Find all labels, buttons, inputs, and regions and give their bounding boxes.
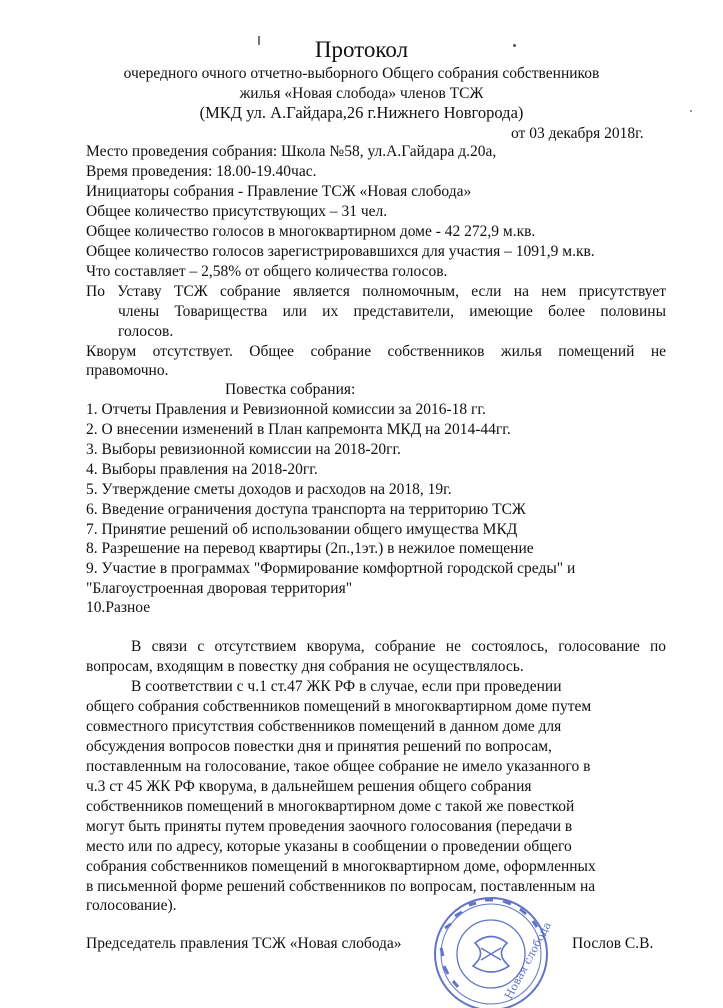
charter-line-2: члены Товарищества или их представители, имеющие более половины <box>118 303 666 320</box>
paragraph-2-line: совместного присутствия собственников помещений в данном доме для <box>86 718 562 735</box>
agenda-item: 5. Утверждение сметы доходов и расходов на 2018, 19г. <box>86 481 452 498</box>
paragraph-2-line: В соответствии с ч.1 ст.47 ЖК РФ в случае, если при проведении <box>131 678 562 695</box>
paragraph-2-line: в письменной форме решений собственников по вопросам, поставленным на <box>86 878 596 895</box>
paragraph-2-line: поставленным на голосование, такое общее собрание не имело указанного в <box>86 758 591 775</box>
agenda-item: 1. Отчеты Правления и Ревизионной комиссии за 2016-18 гг. <box>86 401 486 418</box>
stamp-center-text: Новая слобода <box>502 919 554 1002</box>
agenda-heading: Повестка собрания: <box>225 381 356 398</box>
info-location: Место проведения собрания: Школа №58, ул.А.Гайдара д.20а, <box>86 143 497 160</box>
document-date: от 03 декабря 2018г. <box>511 125 644 142</box>
info-percentage: Что составляет – 2,58% от общего количества голосов. <box>86 263 448 280</box>
agenda-item: 3. Выборы ревизионной комиссии на 2018-20гг. <box>86 441 401 458</box>
paragraph-2-line: голосование). <box>86 897 177 914</box>
signature-role: Председатель правления ТСЖ «Новая слобода» <box>86 935 402 952</box>
info-registered-votes: Общее количество голосов зарегистрировавшихся для участия – 1091,9 м.кв. <box>86 243 595 260</box>
info-time: Время проведения: 18.00-19.40час. <box>86 163 317 180</box>
paragraph-2-line: могут быть приняты путем проведения заочного голосования (передачи в <box>86 818 573 835</box>
paragraph-2-line: собственников помещений в многоквартирном доме с такой же повесткой <box>86 798 575 815</box>
paragraph-2-line: ч.3 ст 45 ЖК РФ кворума, в дальнейшем решения общего собрания <box>86 778 532 795</box>
document-title: Протокол <box>314 37 409 62</box>
quorum-line-2: правомочно. <box>86 362 169 379</box>
paragraph-2-line: общего собрания собственников помещений в многоквартирном доме путем <box>86 698 592 715</box>
subtitle-line-2: жилья «Новая слобода» членов ТСЖ <box>239 85 484 102</box>
charter-line-3: голосов. <box>118 323 174 340</box>
agenda-item: 8. Разрешение на перевод квартиры (2п.,1эт.) в нежилое помещение <box>86 540 534 557</box>
agenda-item: "Благоустроенная дворовая территория" <box>86 580 353 597</box>
paragraph-1-line: вопросам, входящим в повестку дня собрания не осуществлялось. <box>86 658 524 675</box>
agenda-item: 7. Принятие решений об использовании общего имущества МКД <box>86 521 518 538</box>
paragraph-2-line: обсуждения вопросов повестки дня и принятия решений по вопросам, <box>86 738 552 755</box>
info-total-votes: Общее количество голосов в многоквартирном доме - 42 272,9 м.кв. <box>86 223 536 240</box>
agenda-item: 10.Разное <box>86 599 151 616</box>
agenda-item: 4. Выборы правления на 2018-20гг. <box>86 461 318 478</box>
info-initiators: Инициаторы собрания - Правление ТСЖ «Новая слобода» <box>86 183 472 200</box>
signature-name: Послов С.В. <box>572 935 654 952</box>
subtitle-line-1: очередного очного отчетно-выборного Общего собрания собственников <box>123 65 600 82</box>
info-attendance: Общее количество присутствующих – 31 чел. <box>86 203 388 220</box>
agenda-item: 2. О внесении изменений в План капремонта МКД на 2014-44гг. <box>86 421 511 438</box>
paragraph-2-line: место или по адресу, которые указаны в сообщении о проведении общего <box>86 838 572 855</box>
paragraph-1-line: В связи с отсутствием кворума, собрание не состоялось, голосование по <box>131 638 666 655</box>
subtitle-line-3: (МКД ул. А.Гайдара,26 г.Нижнего Новгорода) <box>199 103 524 122</box>
paragraph-2-line: собрания собственников помещений в многоквартирном доме, оформленных <box>86 858 596 875</box>
agenda-item: 9. Участие в программах "Формирование комфортной городской среды" и <box>86 560 576 577</box>
charter-line-1: По Уставу ТСЖ собрание является полномочным, если на нем присутствует <box>86 283 666 300</box>
organization-stamp <box>425 888 555 1008</box>
agenda-item: 6. Введение ограничения доступа транспорта на территорию ТСЖ <box>86 501 526 518</box>
quorum-line-1: Кворум отсутствует. Общее собрание собственников жилья помещений не <box>86 343 666 360</box>
